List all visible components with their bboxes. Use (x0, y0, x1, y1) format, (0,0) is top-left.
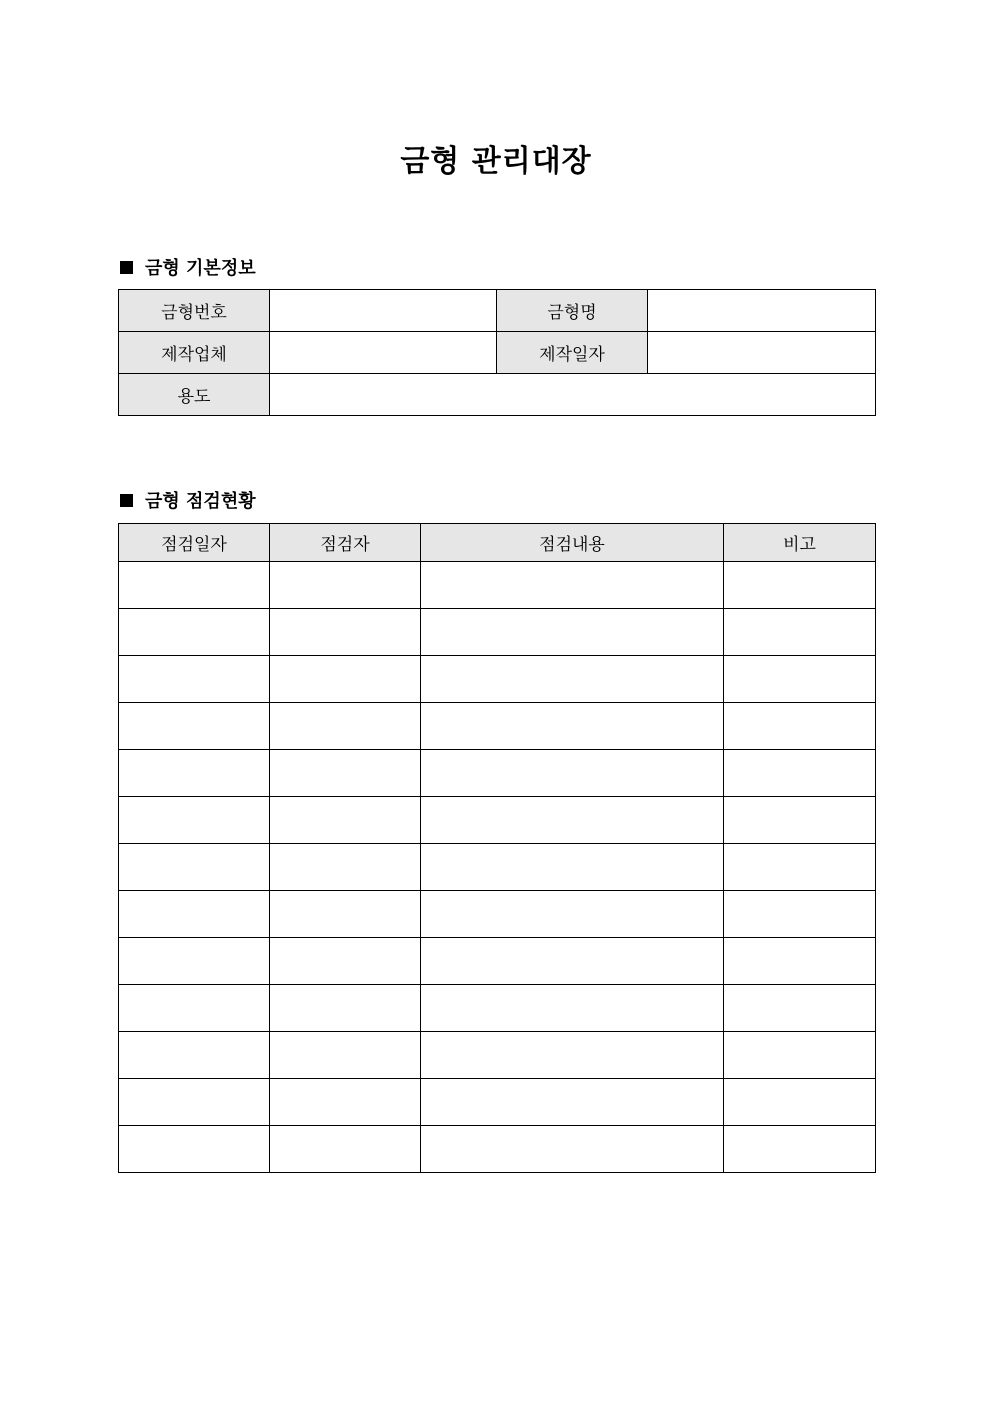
manufacturer-field[interactable] (270, 332, 497, 374)
inspection-details-cell[interactable] (421, 1032, 724, 1079)
table-row (119, 844, 876, 891)
inspection-table (118, 523, 876, 1173)
remarks-cell[interactable] (724, 844, 876, 891)
inspector-cell[interactable] (270, 1126, 421, 1173)
purpose-label: 용도 (119, 374, 270, 416)
inspector-cell[interactable] (270, 703, 421, 750)
inspection-details-cell[interactable] (421, 609, 724, 656)
remarks-cell[interactable] (724, 1079, 876, 1126)
table-row (119, 938, 876, 985)
inspection-date-cell[interactable] (119, 609, 270, 656)
basic-info-heading-text: 금형 기본정보 (145, 258, 256, 279)
manufacture-date-field[interactable] (648, 332, 876, 374)
info-row (119, 332, 876, 374)
table-row (119, 797, 876, 844)
remarks-cell[interactable] (724, 609, 876, 656)
inspection-details-cell[interactable] (421, 562, 724, 609)
inspection-date-cell[interactable] (119, 985, 270, 1032)
inspector-cell[interactable] (270, 562, 421, 609)
inspection-details-cell[interactable] (421, 891, 724, 938)
inspector-cell[interactable] (270, 985, 421, 1032)
column-header-inspection-date: 점검일자 (119, 524, 270, 562)
inspection-date-cell[interactable] (119, 1032, 270, 1079)
inspection-heading (120, 487, 256, 513)
square-bullet-icon (120, 261, 133, 274)
inspection-date-cell[interactable] (119, 1126, 270, 1173)
inspection-table-body (119, 562, 876, 1173)
inspector-cell[interactable] (270, 1032, 421, 1079)
mold-number-label: 금형번호 (119, 290, 270, 332)
page-title: 금형 관리대장 (400, 144, 592, 179)
manufacture-date-label: 제작일자 (497, 332, 648, 374)
square-bullet-icon (120, 494, 133, 507)
table-row (119, 703, 876, 750)
inspector-cell[interactable] (270, 891, 421, 938)
table-row (119, 1126, 876, 1173)
remarks-cell[interactable] (724, 1032, 876, 1079)
remarks-cell[interactable] (724, 985, 876, 1032)
inspection-date-cell[interactable] (119, 844, 270, 891)
inspection-details-cell[interactable] (421, 656, 724, 703)
inspection-details-cell[interactable] (421, 797, 724, 844)
inspector-cell[interactable] (270, 1079, 421, 1126)
table-row (119, 891, 876, 938)
table-row (119, 562, 876, 609)
inspector-cell[interactable] (270, 609, 421, 656)
remarks-cell[interactable] (724, 891, 876, 938)
column-header-remarks: 비고 (724, 524, 876, 562)
remarks-cell[interactable] (724, 797, 876, 844)
manufacturer-label: 제작업체 (119, 332, 270, 374)
mold-name-field[interactable] (648, 290, 876, 332)
inspector-cell[interactable] (270, 938, 421, 985)
remarks-cell[interactable] (724, 562, 876, 609)
basic-info-heading (120, 254, 256, 280)
inspection-date-cell[interactable] (119, 703, 270, 750)
column-header-inspection-details: 점검내용 (421, 524, 724, 562)
table-row (119, 1079, 876, 1126)
inspection-heading-text: 금형 점검현황 (145, 491, 256, 512)
table-row (119, 985, 876, 1032)
inspection-date-cell[interactable] (119, 562, 270, 609)
inspection-details-cell[interactable] (421, 750, 724, 797)
inspection-header-row (119, 524, 876, 562)
table-row (119, 750, 876, 797)
remarks-cell[interactable] (724, 750, 876, 797)
inspection-date-cell[interactable] (119, 938, 270, 985)
inspection-details-cell[interactable] (421, 938, 724, 985)
remarks-cell[interactable] (724, 1126, 876, 1173)
table-row (119, 609, 876, 656)
purpose-field[interactable] (270, 374, 876, 416)
inspector-cell[interactable] (270, 656, 421, 703)
inspector-cell[interactable] (270, 844, 421, 891)
remarks-cell[interactable] (724, 703, 876, 750)
remarks-cell[interactable] (724, 656, 876, 703)
inspection-date-cell[interactable] (119, 656, 270, 703)
inspection-date-cell[interactable] (119, 891, 270, 938)
inspection-details-cell[interactable] (421, 703, 724, 750)
inspector-cell[interactable] (270, 750, 421, 797)
info-row (119, 374, 876, 416)
table-row (119, 656, 876, 703)
inspector-cell[interactable] (270, 797, 421, 844)
inspection-details-cell[interactable] (421, 1079, 724, 1126)
inspection-date-cell[interactable] (119, 1079, 270, 1126)
info-row (119, 290, 876, 332)
inspection-details-cell[interactable] (421, 1126, 724, 1173)
mold-number-field[interactable] (270, 290, 497, 332)
remarks-cell[interactable] (724, 938, 876, 985)
inspection-date-cell[interactable] (119, 750, 270, 797)
mold-name-label: 금형명 (497, 290, 648, 332)
inspection-details-cell[interactable] (421, 844, 724, 891)
inspection-date-cell[interactable] (119, 797, 270, 844)
inspection-details-cell[interactable] (421, 985, 724, 1032)
table-row (119, 1032, 876, 1079)
column-header-inspector: 점검자 (270, 524, 421, 562)
basic-info-table (118, 289, 876, 416)
